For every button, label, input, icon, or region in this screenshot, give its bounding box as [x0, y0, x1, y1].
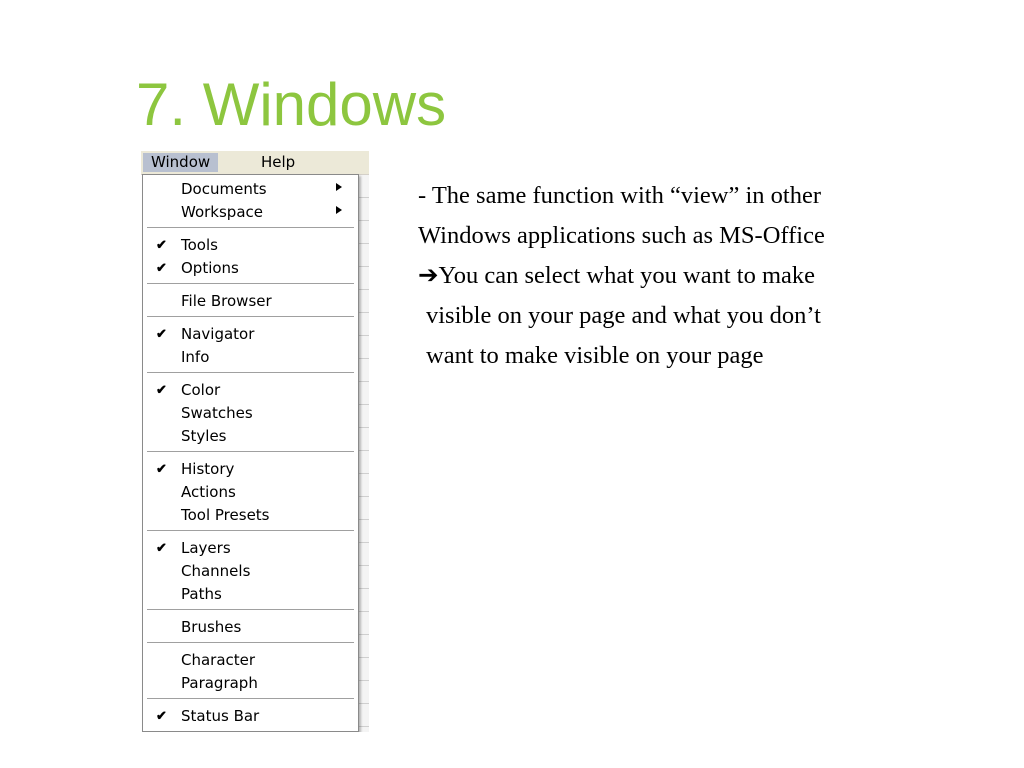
submenu-arrow-icon [336, 206, 342, 214]
menu-item-styles[interactable] [143, 425, 358, 447]
menu-item-paths[interactable] [143, 583, 358, 605]
menu-item-documents[interactable] [143, 178, 358, 200]
menu-item-status-bar[interactable] [143, 705, 358, 727]
body-line [418, 256, 1018, 296]
menu-separator [147, 316, 354, 317]
menu-item-label: Info [181, 348, 210, 366]
menu-item-label: Styles [181, 427, 227, 445]
menu-separator [147, 642, 354, 643]
menu-item-label: History [181, 460, 235, 478]
body-line: want to make visible on your page [426, 342, 764, 369]
slide-body-text [418, 176, 1018, 376]
body-line: Windows applications such as MS-Office [418, 222, 825, 249]
menu-item-label: Tool Presets [181, 506, 270, 524]
menu-screenshot [141, 151, 369, 732]
menu-item-label: Character [181, 651, 256, 669]
menu-separator [147, 451, 354, 452]
background-window-edge [359, 175, 369, 732]
menu-item-options[interactable] [143, 257, 358, 279]
menu-item-file-browser[interactable] [143, 290, 358, 312]
checkmark-icon: ✔ [156, 708, 167, 723]
menu-item-tool-presets[interactable] [143, 504, 358, 526]
menu-item-navigator[interactable] [143, 323, 358, 345]
menubar [141, 151, 369, 175]
checkmark-icon: ✔ [156, 237, 167, 252]
menu-separator [147, 283, 354, 284]
menu-item-label: Paragraph [181, 674, 258, 692]
menu-separator [147, 609, 354, 610]
menu-item-color[interactable] [143, 379, 358, 401]
menu-item-label: File Browser [181, 292, 272, 310]
menu-item-layers[interactable] [143, 537, 358, 559]
checkmark-icon: ✔ [156, 461, 167, 476]
menu-item-label: Layers [181, 539, 231, 557]
menubar-window[interactable]: Window [143, 153, 218, 172]
menu-item-channels[interactable] [143, 560, 358, 582]
menu-item-label: Workspace [181, 203, 263, 221]
menu-item-label: Status Bar [181, 707, 260, 725]
menu-separator [147, 698, 354, 699]
body-line: - The same function with “view” in other [418, 182, 821, 209]
menu-item-paragraph[interactable] [143, 672, 358, 694]
menu-item-swatches[interactable] [143, 402, 358, 424]
window-menu-dropdown [142, 174, 359, 732]
checkmark-icon: ✔ [156, 260, 167, 275]
slide-title: 7. Windows [136, 71, 447, 138]
menu-item-workspace[interactable] [143, 201, 358, 223]
menu-separator [147, 372, 354, 373]
checkmark-icon: ✔ [156, 540, 167, 555]
menu-item-brushes[interactable] [143, 616, 358, 638]
checkmark-icon: ✔ [156, 382, 167, 397]
menu-item-label: Tools [181, 236, 218, 254]
menu-item-info[interactable] [143, 346, 358, 368]
menu-separator [147, 530, 354, 531]
menu-item-label: Navigator [181, 325, 255, 343]
menu-item-actions[interactable] [143, 481, 358, 503]
menubar-help[interactable]: Help [261, 153, 296, 171]
menu-separator [147, 227, 354, 228]
submenu-arrow-icon [336, 183, 342, 191]
menu-item-label: Paths [181, 585, 222, 603]
menu-item-label: Actions [181, 483, 236, 501]
menu-item-tools[interactable] [143, 234, 358, 256]
menu-item-label: Channels [181, 562, 251, 580]
body-line-text: You can select what you want to make [438, 262, 816, 289]
menu-item-label: Color [181, 381, 221, 399]
menu-item-character[interactable] [143, 649, 358, 671]
checkmark-icon: ✔ [156, 326, 167, 341]
right-arrow-icon: ➔ [418, 262, 439, 289]
menu-item-label: Options [181, 259, 239, 277]
menu-item-label: Swatches [181, 404, 253, 422]
menu-item-label: Documents [181, 180, 267, 198]
menu-item-history[interactable] [143, 458, 358, 480]
menu-item-label: Brushes [181, 618, 242, 636]
body-line: visible on your page and what you don’t [426, 302, 821, 329]
